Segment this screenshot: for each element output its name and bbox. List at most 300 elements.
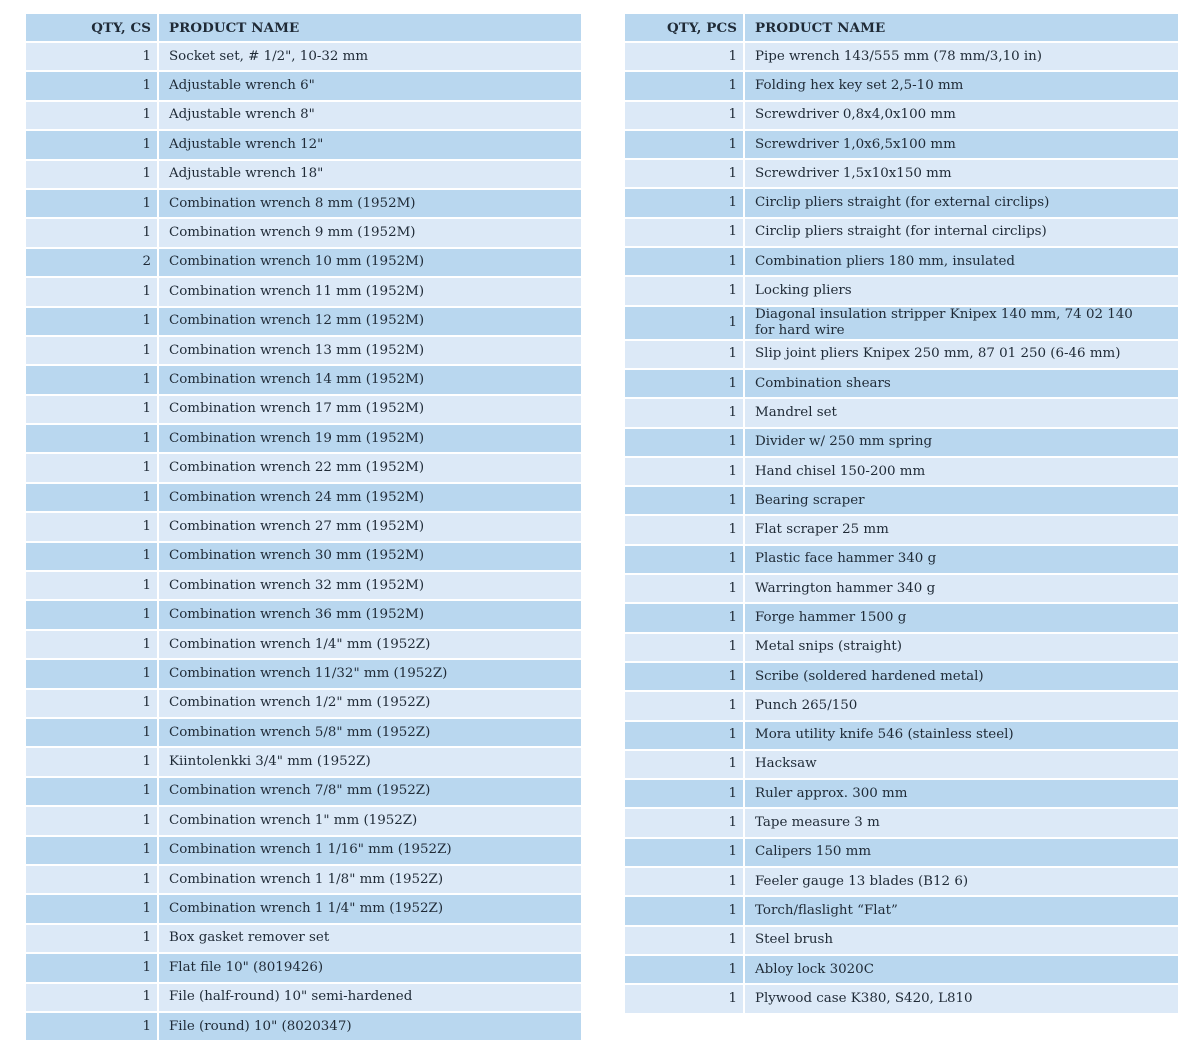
table-row <box>26 572 581 599</box>
product-name-cell <box>159 925 581 952</box>
product-name-value: Steel brush <box>755 932 834 948</box>
qty-cell <box>625 634 745 661</box>
product-name-value: Socket set, # 1/2", 10-32 mm <box>169 48 369 64</box>
product-name-cell <box>745 131 1178 158</box>
qty-cell <box>625 604 745 631</box>
product-name-value: Combination wrench 1/2" mm (1952Z) <box>169 695 431 711</box>
qty-cell <box>625 546 745 573</box>
table-row <box>26 337 581 364</box>
qty-cell <box>625 102 745 129</box>
table-row <box>625 72 1178 99</box>
product-name-value: Slip joint pliers Knipex 250 mm, 87 01 250 (6-46 mm) <box>755 346 1121 362</box>
product-name-cell <box>745 575 1178 602</box>
qty-cell <box>26 72 159 99</box>
product-name-value: Warrington hammer 340 g <box>755 580 936 596</box>
table-header-row <box>26 14 581 41</box>
product-name-value: Combination wrench 17 mm (1952M) <box>169 401 425 417</box>
product-name-value: Adjustable wrench 6" <box>169 78 315 94</box>
qty-value: 1 <box>142 78 151 94</box>
qty-value: 1 <box>142 842 151 858</box>
table-row <box>26 72 581 99</box>
product-name-value: Combination wrench 22 mm (1952M) <box>169 460 425 476</box>
product-name-value: Combination wrench 11 mm (1952M) <box>169 283 425 299</box>
product-name-cell <box>159 190 581 217</box>
qty-column-header: QTY, PCS <box>625 14 745 41</box>
product-name-value: Circlip pliers straight (for external circlips) <box>755 195 1050 211</box>
product-name-value: Tape measure 3 m <box>755 815 880 831</box>
qty-value: 1 <box>142 901 151 917</box>
product-name-cell <box>745 927 1178 954</box>
product-name-cell <box>159 337 581 364</box>
product-name-cell <box>159 837 581 864</box>
table-row <box>625 189 1178 216</box>
product-name-value: File (half-round) 10" semi-hardened <box>169 989 413 1005</box>
table-row <box>625 780 1178 807</box>
product-name-cell <box>159 131 581 158</box>
table-row <box>26 102 581 129</box>
product-name-cell <box>745 248 1178 275</box>
product-name-cell <box>159 866 581 893</box>
product-name-cell <box>159 572 581 599</box>
table-row <box>625 868 1178 895</box>
qty-value: 1 <box>142 225 151 241</box>
product-name-cell <box>159 807 581 834</box>
qty-value: 1 <box>728 136 737 152</box>
qty-value: 1 <box>728 844 737 860</box>
product-name-cell <box>745 868 1178 895</box>
product-name-value: Screwdriver 1,0x6,5x100 mm <box>755 136 956 152</box>
table-row <box>26 895 581 922</box>
table-row <box>26 543 581 570</box>
product-name-value: Box gasket remover set <box>169 930 330 946</box>
product-name-value: Screwdriver 0,8x4,0x100 mm <box>755 107 956 123</box>
qty-cell <box>625 692 745 719</box>
qty-cell <box>26 161 159 188</box>
qty-cell <box>26 190 159 217</box>
qty-value: 1 <box>728 873 737 889</box>
table-row <box>625 575 1178 602</box>
qty-value: 1 <box>728 314 737 330</box>
table-row <box>625 399 1178 426</box>
qty-cell <box>625 927 745 954</box>
qty-value: 1 <box>728 697 737 713</box>
product-name-value: Plywood case K380, S420, L810 <box>755 990 973 1006</box>
qty-cell <box>26 278 159 305</box>
product-name-cell <box>159 631 581 658</box>
product-name-value: Combination wrench 1 1/4" mm (1952Z) <box>169 901 444 917</box>
table-row <box>625 160 1178 187</box>
product-name-value: Scribe (soldered hardened metal) <box>755 668 984 684</box>
table-header-row <box>625 14 1178 41</box>
qty-cell <box>625 307 745 339</box>
qty-cell <box>625 809 745 836</box>
qty-cell <box>625 516 745 543</box>
qty-value: 1 <box>728 727 737 743</box>
qty-cell <box>625 751 745 778</box>
table-row <box>26 748 581 775</box>
product-name-value: Metal snips (straight) <box>755 639 902 655</box>
table-row <box>26 131 581 158</box>
qty-cell <box>26 337 159 364</box>
qty-value: 1 <box>142 812 151 828</box>
qty-cell <box>26 895 159 922</box>
table-row <box>625 458 1178 485</box>
product-name-cell <box>159 513 581 540</box>
table-row <box>26 954 581 981</box>
product-name-value: Combination wrench 14 mm (1952M) <box>169 371 425 387</box>
table-row <box>26 719 581 746</box>
qty-cell <box>625 131 745 158</box>
product-name-cell <box>745 604 1178 631</box>
qty-cell <box>26 131 159 158</box>
table-row <box>26 484 581 511</box>
product-name-value: Mandrel set <box>755 404 837 420</box>
table-row <box>26 660 581 687</box>
qty-cell <box>625 370 745 397</box>
qty-column-header: QTY, CS <box>26 14 159 41</box>
qty-value: 1 <box>142 783 151 799</box>
product-name-cell <box>745 751 1178 778</box>
product-name-value: Hand chisel 150-200 mm <box>755 463 926 479</box>
table-row <box>26 866 581 893</box>
qty-value: 1 <box>728 551 737 567</box>
qty-cell <box>26 954 159 981</box>
qty-value: 1 <box>728 990 737 1006</box>
table-row <box>625 634 1178 661</box>
product-name-value: Flat scraper 25 mm <box>755 522 889 538</box>
table-row <box>26 425 581 452</box>
qty-value: 1 <box>728 785 737 801</box>
qty-cell <box>26 925 159 952</box>
table-row <box>625 43 1178 70</box>
product-name-cell <box>745 102 1178 129</box>
qty-value: 1 <box>142 607 151 623</box>
product-name-value: Flat file 10" (8019426) <box>169 959 324 975</box>
table-row <box>26 396 581 423</box>
product-name-value: Mora utility knife 546 (stainless steel) <box>755 727 1014 743</box>
qty-cell <box>625 341 745 368</box>
qty-cell <box>625 956 745 983</box>
qty-value: 1 <box>728 346 737 362</box>
qty-cell <box>26 719 159 746</box>
product-name-value: Combination wrench 8 mm (1952M) <box>169 195 416 211</box>
product-name-cell <box>159 660 581 687</box>
table-row <box>625 219 1178 246</box>
table-row <box>26 43 581 70</box>
product-name-cell <box>745 809 1178 836</box>
product-name-cell <box>159 161 581 188</box>
product-name-value: Locking pliers <box>755 283 852 299</box>
qty-cell <box>625 868 745 895</box>
qty-cell <box>26 484 159 511</box>
table-row <box>625 604 1178 631</box>
qty-cell <box>26 572 159 599</box>
table-row <box>625 839 1178 866</box>
product-name-cell <box>159 543 581 570</box>
qty-value: 1 <box>142 724 151 740</box>
table-row <box>625 722 1178 749</box>
product-name-cell <box>159 984 581 1011</box>
tool-list-table-right <box>625 12 1178 1015</box>
product-name-value: Combination wrench 1/4" mm (1952Z) <box>169 636 431 652</box>
qty-cell <box>26 396 159 423</box>
product-name-value: Kiintolenkki 3/4" mm (1952Z) <box>169 754 371 770</box>
product-name-value: Combination wrench 27 mm (1952M) <box>169 518 425 534</box>
product-name-value: Abloy lock 3020C <box>755 961 874 977</box>
table-row <box>26 690 581 717</box>
product-name-value: Combination wrench 1 1/8" mm (1952Z) <box>169 871 444 887</box>
product-name-cell <box>745 429 1178 456</box>
qty-value: 1 <box>142 548 151 564</box>
qty-value: 1 <box>142 636 151 652</box>
qty-cell <box>26 366 159 393</box>
qty-cell <box>625 429 745 456</box>
product-name-column-header: PRODUCT NAME <box>159 14 581 41</box>
qty-value: 1 <box>728 463 737 479</box>
qty-value: 1 <box>728 756 737 772</box>
qty-value: 1 <box>142 959 151 975</box>
product-name-cell <box>159 719 581 746</box>
product-name-value: Combination pliers 180 mm, insulated <box>755 253 1015 269</box>
product-name-value: Torch/flaslight “Flat” <box>755 902 898 918</box>
table-row <box>625 751 1178 778</box>
product-name-value: Combination wrench 12 mm (1952M) <box>169 313 425 329</box>
qty-cell <box>26 837 159 864</box>
product-name-value: Punch 265/150 <box>755 697 858 713</box>
product-name-cell <box>159 454 581 481</box>
product-name-value: Feeler gauge 13 blades (B12 6) <box>755 873 969 889</box>
qty-value: 1 <box>728 375 737 391</box>
table-row <box>625 516 1178 543</box>
table-row <box>26 308 581 335</box>
table-row <box>625 307 1178 339</box>
table-row <box>625 809 1178 836</box>
product-name-value: Combination wrench 1 1/16" mm (1952Z) <box>169 842 452 858</box>
table-row <box>625 897 1178 924</box>
product-name-value: Circlip pliers straight (for internal circlips) <box>755 224 1047 240</box>
qty-cell <box>625 722 745 749</box>
qty-value: 1 <box>142 107 151 123</box>
product-name-value: Combination wrench 19 mm (1952M) <box>169 430 425 446</box>
product-name-value: Folding hex key set 2,5-10 mm <box>755 77 964 93</box>
qty-cell <box>26 1013 159 1040</box>
qty-cell <box>26 984 159 1011</box>
qty-cell <box>26 249 159 276</box>
qty-cell <box>26 425 159 452</box>
qty-value: 1 <box>728 107 737 123</box>
table-row <box>625 663 1178 690</box>
qty-value: 1 <box>142 871 151 887</box>
table-row <box>26 778 581 805</box>
qty-value: 1 <box>728 609 737 625</box>
product-name-cell <box>745 663 1178 690</box>
table-row <box>26 366 581 393</box>
qty-value: 1 <box>142 518 151 534</box>
qty-cell <box>26 454 159 481</box>
qty-cell <box>625 458 745 485</box>
product-name-value: Divider w/ 250 mm spring <box>755 434 933 450</box>
qty-cell <box>625 663 745 690</box>
product-name-value: Combination wrench 13 mm (1952M) <box>169 342 425 358</box>
product-name-value: Bearing scraper <box>755 492 865 508</box>
table-row <box>625 927 1178 954</box>
table-row <box>625 429 1178 456</box>
qty-value: 1 <box>142 460 151 476</box>
qty-value: 1 <box>728 522 737 538</box>
qty-cell <box>26 102 159 129</box>
product-name-cell <box>159 219 581 246</box>
product-name-value: Combination wrench 5/8" mm (1952Z) <box>169 724 431 740</box>
product-name-value: Combination wrench 10 mm (1952M) <box>169 254 425 270</box>
qty-value: 1 <box>142 371 151 387</box>
product-name-cell <box>745 160 1178 187</box>
qty-cell <box>26 631 159 658</box>
qty-cell <box>26 866 159 893</box>
table-row <box>26 1013 581 1040</box>
product-name-cell <box>159 72 581 99</box>
product-name-cell <box>745 985 1178 1012</box>
table-row <box>26 161 581 188</box>
table-row <box>625 370 1178 397</box>
table-row <box>26 984 581 1011</box>
product-name-cell <box>159 1013 581 1040</box>
qty-value: 1 <box>728 195 737 211</box>
qty-value: 1 <box>728 580 737 596</box>
product-name-value: Combination wrench 1" mm (1952Z) <box>169 812 418 828</box>
qty-value: 1 <box>728 165 737 181</box>
product-name-cell <box>159 308 581 335</box>
product-name-cell <box>159 778 581 805</box>
table-row <box>625 341 1178 368</box>
qty-value: 1 <box>728 224 737 240</box>
qty-value: 1 <box>728 932 737 948</box>
qty-cell <box>625 219 745 246</box>
table-row <box>26 278 581 305</box>
qty-value: 1 <box>142 166 151 182</box>
qty-cell <box>26 513 159 540</box>
qty-value: 1 <box>142 489 151 505</box>
table-row <box>26 925 581 952</box>
qty-cell <box>625 189 745 216</box>
product-name-value: Adjustable wrench 12" <box>169 136 324 152</box>
table-row <box>26 513 581 540</box>
table-row <box>625 248 1178 275</box>
qty-cell <box>26 690 159 717</box>
table-body <box>625 43 1178 1013</box>
product-name-cell <box>159 601 581 628</box>
qty-value: 1 <box>728 902 737 918</box>
product-name-cell <box>745 839 1178 866</box>
qty-cell <box>26 748 159 775</box>
product-name-cell <box>745 634 1178 661</box>
qty-value: 1 <box>728 77 737 93</box>
table-row <box>625 546 1178 573</box>
qty-cell <box>26 601 159 628</box>
product-name-cell <box>745 43 1178 70</box>
qty-value: 1 <box>142 401 151 417</box>
qty-value: 1 <box>728 283 737 299</box>
table-row <box>26 249 581 276</box>
product-name-value: Adjustable wrench 18" <box>169 166 324 182</box>
table-body <box>26 43 581 1040</box>
qty-value: 1 <box>142 136 151 152</box>
table-row <box>26 837 581 864</box>
product-name-cell <box>159 690 581 717</box>
product-name-cell <box>745 897 1178 924</box>
qty-cell <box>625 43 745 70</box>
product-name-cell <box>745 780 1178 807</box>
product-name-cell <box>745 546 1178 573</box>
product-name-value: Combination wrench 24 mm (1952M) <box>169 489 425 505</box>
qty-value: 1 <box>142 342 151 358</box>
product-name-cell <box>745 956 1178 983</box>
table-row <box>625 985 1178 1012</box>
product-name-value: Screwdriver 1,5x10x150 mm <box>755 165 952 181</box>
table-row <box>625 692 1178 719</box>
table-row <box>625 277 1178 304</box>
qty-value: 1 <box>142 195 151 211</box>
product-name-cell <box>745 370 1178 397</box>
product-name-value: Ruler approx. 300 mm <box>755 785 908 801</box>
product-name-value: Combination shears <box>755 375 891 391</box>
qty-value: 1 <box>728 48 737 64</box>
qty-cell <box>625 248 745 275</box>
product-name-cell <box>745 189 1178 216</box>
product-name-value: Hacksaw <box>755 756 817 772</box>
product-name-cell <box>159 396 581 423</box>
product-name-cell <box>745 458 1178 485</box>
product-name-value: Forge hammer 1500 g <box>755 609 907 625</box>
qty-cell <box>625 839 745 866</box>
product-name-value: File (round) 10" (8020347) <box>169 1018 352 1034</box>
table-row <box>625 956 1178 983</box>
product-name-value: Plastic face hammer 340 g <box>755 551 937 567</box>
product-name-cell <box>159 895 581 922</box>
table-row <box>625 131 1178 158</box>
product-name-cell <box>159 484 581 511</box>
product-name-cell <box>745 692 1178 719</box>
product-name-value: Diagonal insulation stripper Knipex 140 mm, 74 02 140 for hard wire <box>755 306 1133 338</box>
product-name-cell <box>745 277 1178 304</box>
table-row <box>625 102 1178 129</box>
qty-cell <box>625 72 745 99</box>
qty-cell <box>625 399 745 426</box>
qty-value: 1 <box>728 492 737 508</box>
product-name-cell <box>745 399 1178 426</box>
qty-cell <box>26 778 159 805</box>
qty-value: 1 <box>728 668 737 684</box>
product-name-column-header: PRODUCT NAME <box>745 14 1178 41</box>
qty-value: 1 <box>142 754 151 770</box>
product-name-cell <box>745 307 1178 339</box>
qty-value: 1 <box>728 815 737 831</box>
qty-value: 1 <box>142 665 151 681</box>
qty-cell <box>625 160 745 187</box>
product-name-value: Calipers 150 mm <box>755 844 872 860</box>
qty-value: 1 <box>142 577 151 593</box>
product-name-cell <box>159 102 581 129</box>
qty-cell <box>625 897 745 924</box>
qty-value: 1 <box>142 695 151 711</box>
qty-value: 1 <box>728 434 737 450</box>
product-name-cell <box>159 425 581 452</box>
qty-cell <box>625 575 745 602</box>
qty-value: 1 <box>142 48 151 64</box>
product-name-cell <box>745 72 1178 99</box>
table-row <box>625 487 1178 514</box>
product-name-cell <box>159 249 581 276</box>
product-name-value: Combination wrench 30 mm (1952M) <box>169 548 425 564</box>
